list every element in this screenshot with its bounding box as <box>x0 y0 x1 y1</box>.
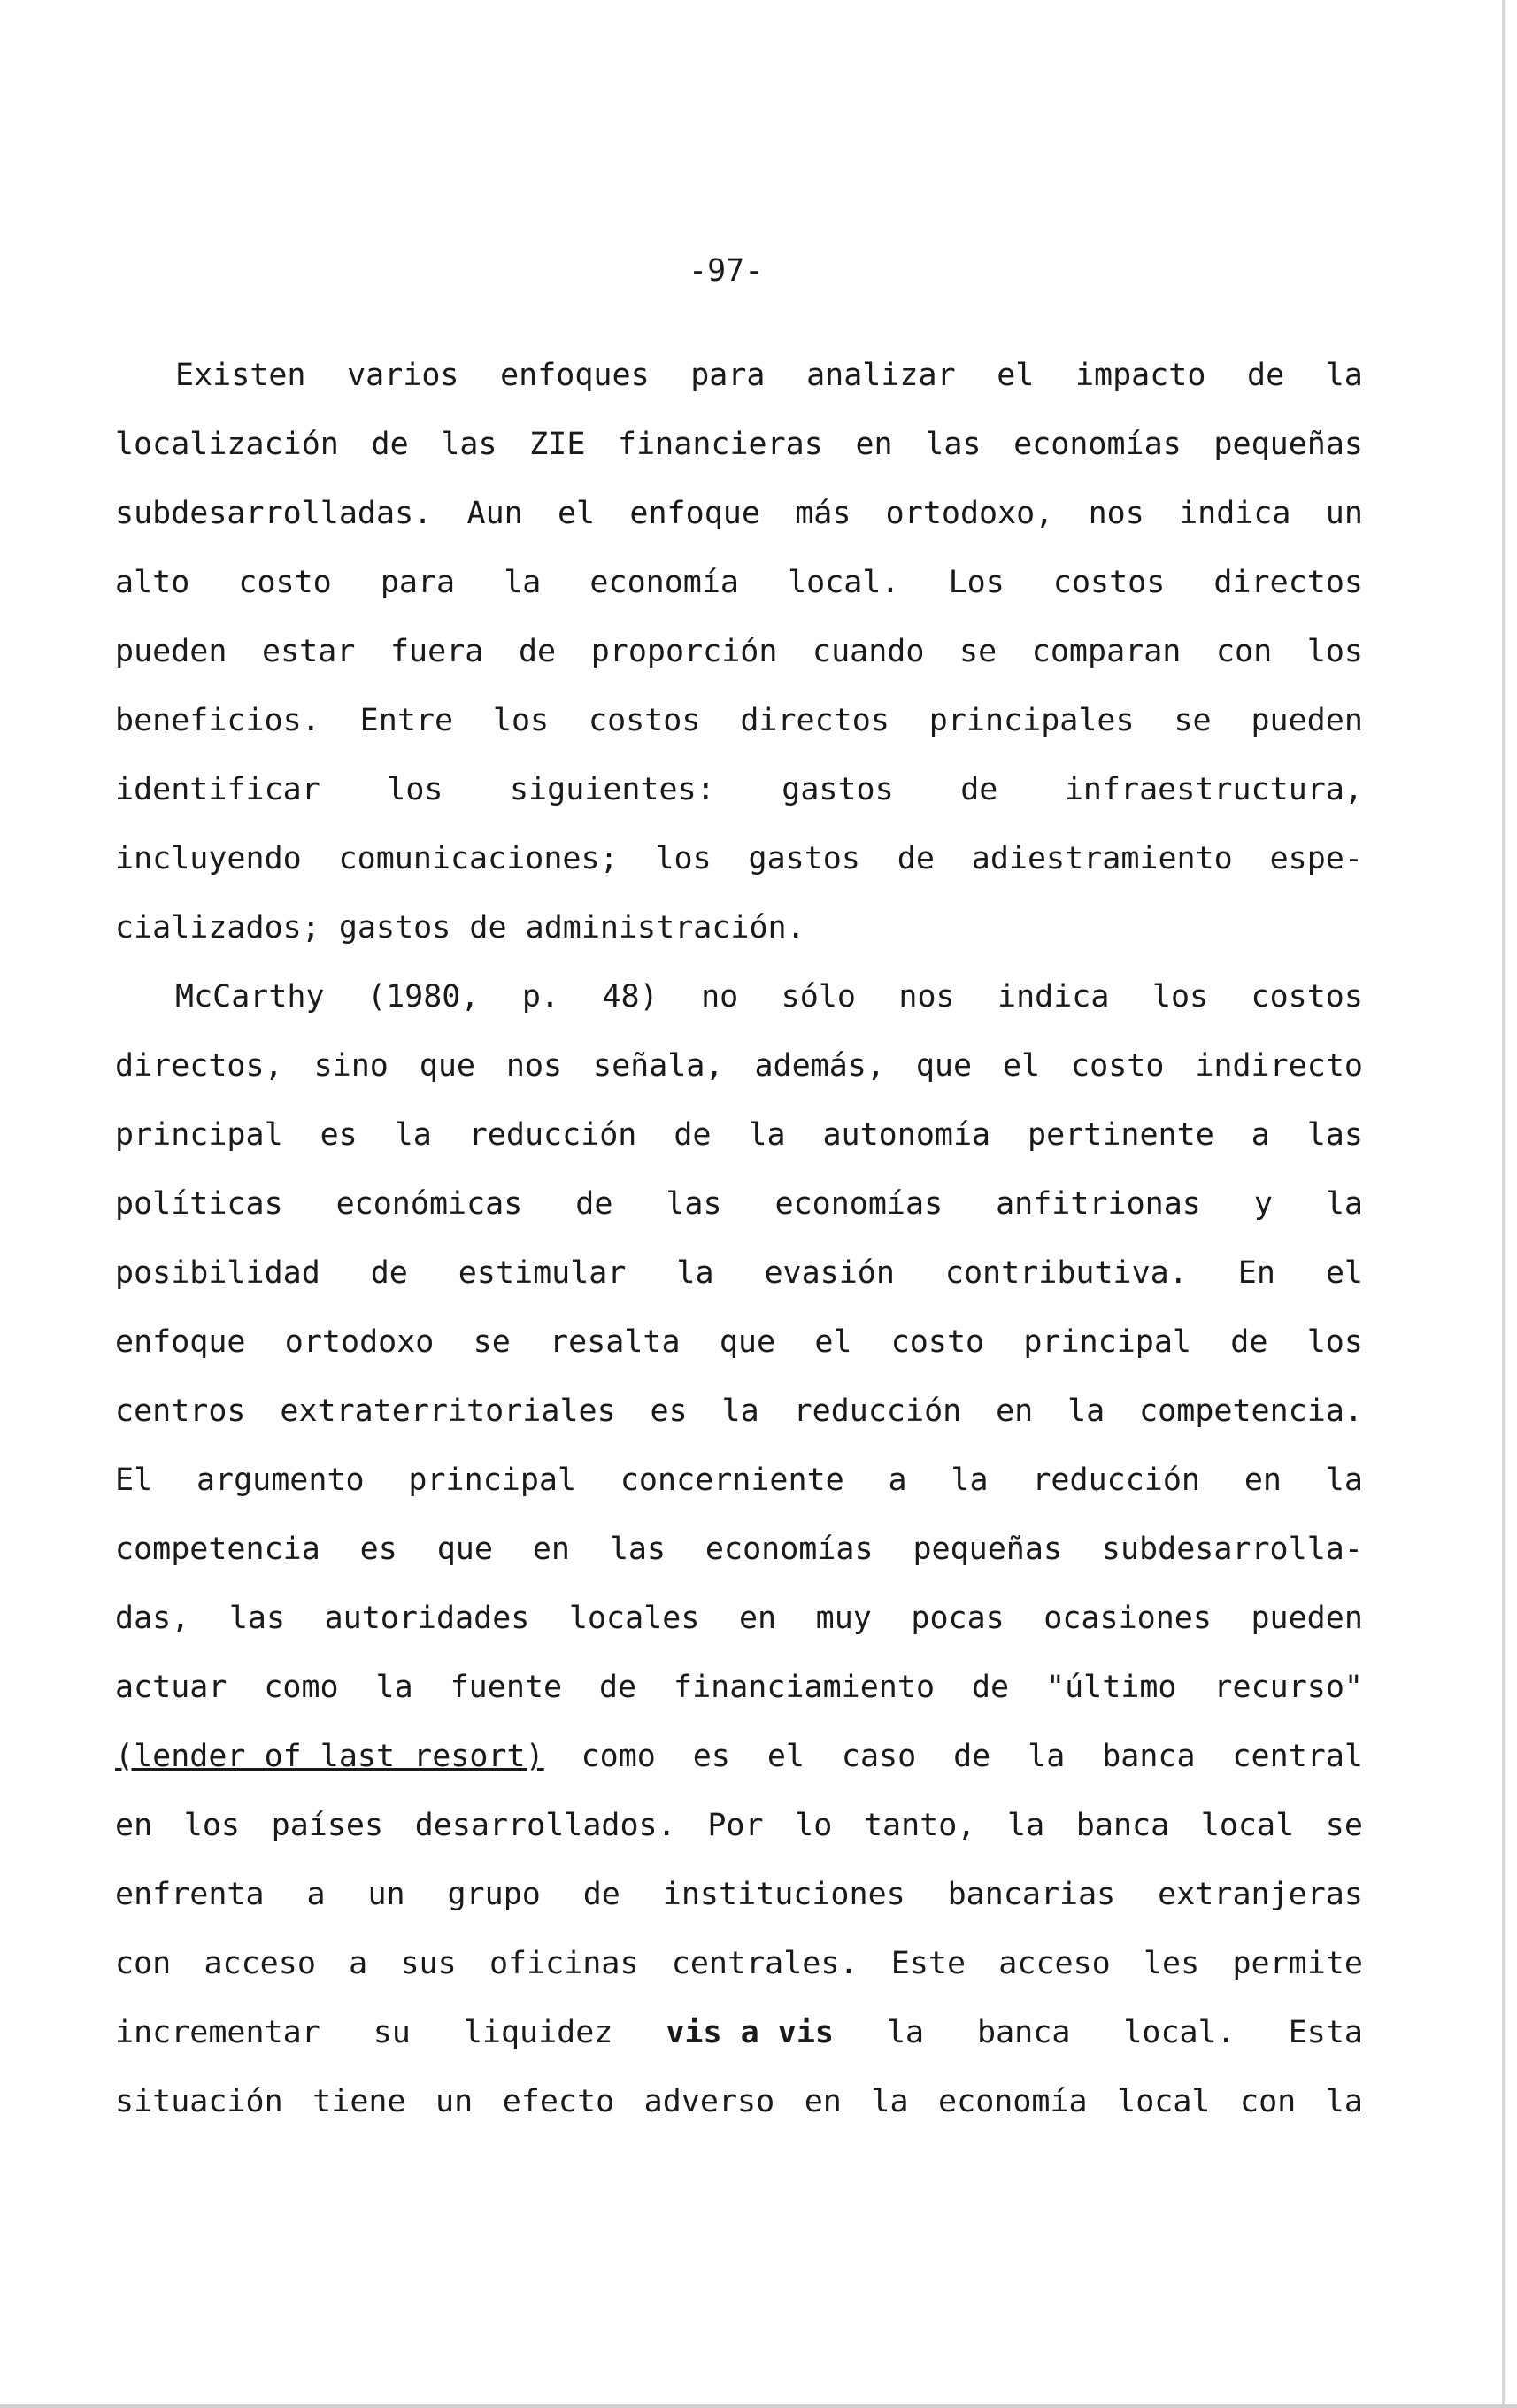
word: competencia <box>115 1532 320 1567</box>
word: que <box>915 1048 973 1084</box>
word: de <box>370 1255 408 1291</box>
word: incrementar <box>115 2015 320 2050</box>
word: de <box>953 1739 991 1774</box>
word: de <box>960 772 998 807</box>
word: les <box>1143 1946 1200 1981</box>
word: cuando <box>812 634 925 669</box>
word: Los <box>948 565 1005 600</box>
word: Este <box>890 1946 966 1981</box>
word: locales <box>568 1601 700 1636</box>
word: das, <box>115 1601 190 1636</box>
word: instituciones <box>662 1877 905 1912</box>
word: la <box>886 2015 925 2050</box>
word: pueden <box>1251 703 1363 738</box>
word: los <box>387 772 443 807</box>
word: economía <box>589 565 739 600</box>
word: banca <box>977 2015 1071 2050</box>
word: indica <box>997 979 1110 1015</box>
word: Aun <box>466 496 523 531</box>
word: nos <box>505 1048 563 1084</box>
page-edge-bottom <box>0 2404 1517 2408</box>
word: local. <box>1123 2015 1236 2050</box>
word: central <box>1232 1739 1363 1774</box>
word: ZIE <box>529 427 586 462</box>
word: evasión <box>764 1255 895 1291</box>
word: el <box>814 1324 852 1360</box>
word: con <box>115 1946 172 1981</box>
word: los <box>1151 979 1209 1015</box>
word: estimular <box>458 1255 627 1291</box>
word: cializados; <box>115 910 320 945</box>
word: El <box>115 1463 153 1498</box>
word: local <box>1200 1808 1295 1843</box>
word: bancarias <box>947 1877 1116 1912</box>
word: se <box>473 1324 511 1360</box>
text-line <box>115 1739 1363 1774</box>
word: enfoques <box>500 358 650 393</box>
word: la <box>1325 1186 1363 1222</box>
word: en <box>804 2084 842 2119</box>
word: ortodoxo, <box>885 496 1054 531</box>
word: de <box>674 1117 712 1153</box>
word: la <box>951 1463 989 1498</box>
word: Por <box>707 1808 764 1843</box>
word: reducción <box>468 1117 637 1153</box>
word: autonomía <box>822 1117 991 1153</box>
word: local. <box>788 565 900 600</box>
word: directos <box>1213 565 1363 600</box>
word: un <box>367 1877 405 1912</box>
word: ortodoxo <box>284 1324 435 1360</box>
word: acceso <box>998 1946 1111 1981</box>
word: en <box>855 427 893 462</box>
word: anfitrionas <box>996 1186 1201 1222</box>
word: en <box>115 1808 153 1843</box>
word: la <box>871 2084 909 2119</box>
word: 48) <box>602 979 658 1015</box>
word: para <box>380 565 456 600</box>
word: directos, <box>115 1048 283 1084</box>
word: a <box>306 1877 326 1912</box>
word: varios <box>347 358 459 393</box>
text-line <box>115 841 1363 876</box>
word: economía <box>938 2084 1088 2119</box>
word: acceso <box>204 1946 316 1981</box>
word: banca <box>1075 1808 1170 1843</box>
word: subdesarrolla- <box>1101 1532 1363 1567</box>
text-line <box>115 496 1363 531</box>
word: que <box>719 1324 776 1360</box>
word: beneficios. <box>115 703 320 738</box>
text-line <box>115 1601 1363 1636</box>
word: gastos <box>338 910 451 945</box>
word: sólo <box>781 979 856 1015</box>
word: en <box>1244 1463 1282 1498</box>
text-line <box>115 1532 1363 1567</box>
word: como <box>581 1739 656 1774</box>
word: y <box>1253 1186 1273 1222</box>
word: la <box>1007 1808 1045 1843</box>
word: los <box>1306 1324 1363 1360</box>
word: local <box>1117 2084 1211 2119</box>
word: la <box>1325 2084 1363 2119</box>
word: espe- <box>1269 841 1363 876</box>
word: costo <box>1071 1048 1165 1084</box>
word: en <box>532 1532 570 1567</box>
word: de <box>1247 358 1285 393</box>
word: enfrenta <box>115 1877 265 1912</box>
word: costo <box>238 565 332 600</box>
word: sino <box>313 1048 389 1084</box>
word: reducción <box>793 1393 962 1429</box>
word: autoridades <box>324 1601 530 1636</box>
word: localización <box>115 427 339 462</box>
word: extranjeras <box>1158 1877 1363 1912</box>
word: las <box>441 427 497 462</box>
word: países <box>271 1808 384 1843</box>
word: principal <box>1023 1324 1192 1360</box>
word: la <box>1325 358 1363 393</box>
word: contributiva. <box>944 1255 1188 1291</box>
word: ocasiones <box>1043 1601 1212 1636</box>
word: los <box>492 703 550 738</box>
word: siguientes: <box>509 772 715 807</box>
word: no <box>701 979 739 1015</box>
word: pequeñas <box>913 1532 1063 1567</box>
word: grupo <box>447 1877 541 1912</box>
word: los <box>183 1808 240 1843</box>
word: gastos <box>748 841 860 876</box>
word: las <box>666 1186 722 1222</box>
word: indirecto <box>1195 1048 1363 1084</box>
word: las <box>1306 1117 1363 1153</box>
word: además, <box>754 1048 885 1084</box>
word: banca <box>1102 1739 1196 1774</box>
text-line <box>115 1463 1363 1498</box>
page-edge-right <box>1502 0 1505 2408</box>
word: principal <box>408 1463 577 1498</box>
word: se <box>959 634 997 669</box>
word: con <box>1240 2084 1297 2119</box>
word: las <box>609 1532 666 1567</box>
word: infraestructura, <box>1064 772 1363 807</box>
word: un <box>435 2084 474 2119</box>
word: pertinente <box>1028 1117 1214 1153</box>
word: posibilidad <box>115 1255 320 1291</box>
word: como <box>264 1670 339 1705</box>
word: resalta <box>550 1324 681 1360</box>
text-line <box>115 703 1363 738</box>
word: costos <box>1251 979 1363 1015</box>
word: fuente <box>450 1670 563 1705</box>
word: comparan <box>1031 634 1182 669</box>
word: vis a vis <box>666 2015 834 2050</box>
word: liquidez <box>463 2015 613 2050</box>
text-line <box>115 1255 1363 1291</box>
text-line <box>115 1324 1363 1360</box>
word: centros <box>115 1393 246 1429</box>
word: lo <box>795 1808 833 1843</box>
word: se <box>1325 1808 1363 1843</box>
text-line <box>115 1117 1363 1153</box>
word: el <box>557 496 596 531</box>
word: de <box>1230 1324 1268 1360</box>
word: situación <box>115 2084 283 2119</box>
text-line <box>115 565 1363 600</box>
text-line <box>115 2084 1363 2119</box>
word: fuera <box>389 634 484 669</box>
word: de <box>371 427 409 462</box>
word: principal <box>115 1117 283 1153</box>
word: de <box>518 634 557 669</box>
word: McCarthy <box>175 979 325 1015</box>
word: extraterritoriales <box>280 1393 616 1429</box>
word: pequeñas <box>1213 427 1363 462</box>
word: proporción <box>590 634 778 669</box>
text-line <box>115 1048 1363 1084</box>
word: administración. <box>525 910 805 945</box>
word: En <box>1237 1255 1275 1291</box>
word: centrales. <box>671 1946 859 1981</box>
word: más <box>795 496 851 531</box>
text-line <box>115 2015 1363 2050</box>
word: (lender of last resort) <box>115 1739 544 1774</box>
word: nos <box>898 979 955 1015</box>
word: permite <box>1232 1946 1363 1981</box>
word: es <box>692 1739 730 1774</box>
word: de <box>469 910 507 945</box>
text-line <box>115 634 1363 669</box>
word: la <box>721 1393 759 1429</box>
word: financiamiento <box>674 1670 936 1705</box>
word: la <box>1028 1739 1066 1774</box>
word: la <box>1325 1463 1363 1498</box>
word: a <box>1251 1117 1270 1153</box>
word: es <box>320 1117 358 1153</box>
word: subdesarrolladas. <box>115 496 433 531</box>
text-line <box>115 1946 1363 1981</box>
word: de <box>598 1670 637 1705</box>
word: la <box>375 1670 413 1705</box>
word: economías <box>705 1532 874 1567</box>
word: "último <box>1046 1670 1177 1705</box>
word: Entre <box>359 703 454 738</box>
word: identificar <box>115 772 320 807</box>
word: enfoque <box>629 496 760 531</box>
text-line <box>115 427 1363 462</box>
text-line <box>175 979 1363 1015</box>
word: analizar <box>806 358 956 393</box>
word: un <box>1325 496 1363 531</box>
word: es <box>650 1393 688 1429</box>
text-line <box>115 1877 1363 1912</box>
text-line <box>115 1808 1363 1843</box>
page-number: -97- <box>689 253 764 289</box>
word: el <box>766 1739 805 1774</box>
word: los <box>655 841 712 876</box>
word: económicas <box>335 1186 523 1222</box>
word: que <box>436 1532 493 1567</box>
word: estar <box>262 634 356 669</box>
word: políticas <box>115 1186 283 1222</box>
word: a <box>349 1946 368 1981</box>
word: indica <box>1179 496 1291 531</box>
word: el <box>1002 1048 1041 1084</box>
word: oficinas <box>489 1946 639 1981</box>
text-line <box>115 1670 1363 1705</box>
word: su <box>373 2015 411 2050</box>
text-line <box>115 1186 1363 1222</box>
word: Esta <box>1288 2015 1363 2050</box>
word: tanto, <box>863 1808 976 1843</box>
word: competencia. <box>1139 1393 1363 1429</box>
word: se <box>1174 703 1212 738</box>
word: en <box>738 1601 777 1636</box>
word: directos <box>740 703 889 738</box>
word: la <box>394 1117 432 1153</box>
word: concerniente <box>620 1463 844 1498</box>
word: tiene <box>312 2084 406 2119</box>
word: las <box>228 1601 286 1636</box>
word: caso <box>841 1739 917 1774</box>
word: las <box>925 427 982 462</box>
word: actuar <box>115 1670 227 1705</box>
word: desarrollados. <box>414 1808 676 1843</box>
word: reducción <box>1032 1463 1201 1498</box>
word: a <box>888 1463 907 1498</box>
word: adverso <box>643 2084 775 2119</box>
word: la <box>748 1117 786 1153</box>
word: señala, <box>593 1048 724 1084</box>
word: pocas <box>911 1601 1005 1636</box>
word: pueden <box>115 634 227 669</box>
word: de <box>575 1186 613 1222</box>
word: los <box>1306 634 1363 669</box>
word: el <box>997 358 1035 393</box>
word: comunicaciones; <box>338 841 619 876</box>
word: efecto <box>502 2084 615 2119</box>
word: la <box>676 1255 714 1291</box>
text-line <box>175 358 1363 393</box>
word: adiestramiento <box>971 841 1233 876</box>
word: recurso" <box>1213 1670 1363 1705</box>
word: de <box>582 1877 620 1912</box>
word: nos <box>1088 496 1144 531</box>
word: sus <box>400 1946 457 1981</box>
word: economías <box>1013 427 1182 462</box>
word: incluyendo <box>115 841 302 876</box>
word: Existen <box>175 358 306 393</box>
word: costos <box>589 703 701 738</box>
word: costo <box>890 1324 985 1360</box>
text-line <box>115 772 1363 807</box>
text-line <box>115 1393 1363 1429</box>
word: alto <box>115 565 190 600</box>
word: la <box>504 565 542 600</box>
word: impacto <box>1074 358 1206 393</box>
word: gastos <box>782 772 894 807</box>
word: en <box>996 1393 1034 1429</box>
word: principales <box>928 703 1135 738</box>
word: muy <box>815 1601 872 1636</box>
text-line <box>115 910 1363 945</box>
word: (1980, <box>367 979 480 1015</box>
word: es <box>359 1532 397 1567</box>
word: financieras <box>618 427 823 462</box>
word: que <box>419 1048 475 1084</box>
word: costos <box>1052 565 1166 600</box>
word: economías <box>774 1186 943 1222</box>
word: p. <box>521 979 560 1015</box>
word: el <box>1325 1255 1363 1291</box>
word: argumento <box>196 1463 365 1498</box>
word: de <box>971 1670 1010 1705</box>
word: la <box>1067 1393 1105 1429</box>
word: de <box>897 841 935 876</box>
word: con <box>1215 634 1273 669</box>
word: enfoque <box>115 1324 246 1360</box>
word: para <box>690 358 766 393</box>
word: pueden <box>1251 1601 1363 1636</box>
